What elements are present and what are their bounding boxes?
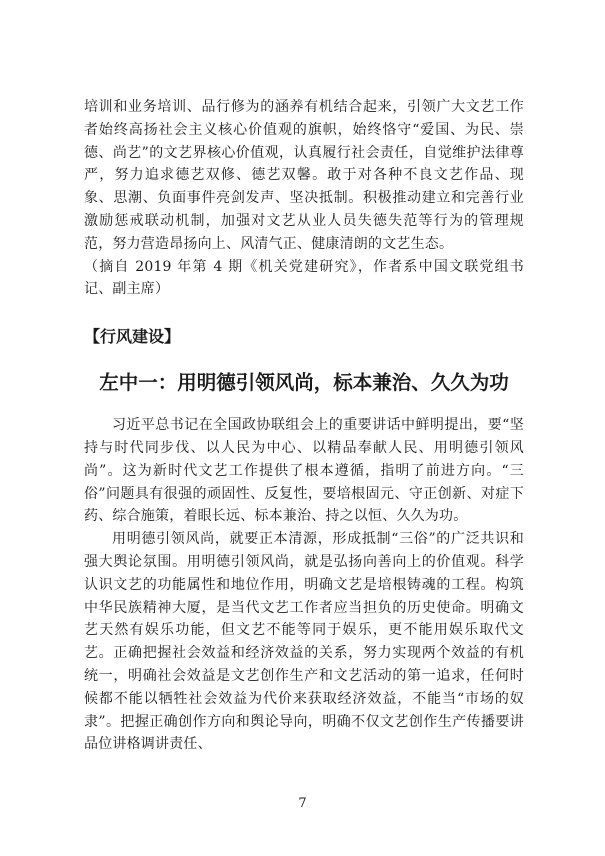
page-number: 7 <box>298 796 307 811</box>
continued-paragraph: 培训和业务培训、品行修为的涵养有机结合起来，引领广大文艺工作者始终高扬社会主义核心价值观的旗帜，始终恪守“爱国、为民、崇德、尚艺”的文艺界核心价值观，认真履行社会责任，自觉维护法律尊严，努力追求德艺双修、德艺双馨。敢于对各种不良文艺作品、现象、思潮、负面事件亮剑发声、坚决抵制。积极推动建立和完善行业激励惩戒联动机制，加强对文艺从业人员失德失范等行为的管理规范，努力营造昂扬向上、风清气正、健康清朗的文艺生态。 <box>84 99 524 252</box>
body-paragraph-2: 用明德引领风尚，就要正本清源，形成抵制“三俗”的广泛共识和强大舆论氛围。用明德引领风尚，就是弘扬向善向上的价值观。科学认识文艺的功能属性和地位作用，明确文艺是培根铸魂的工程。构筑中华民族精神大厦，是当代文艺工作者应当担负的历史使命。明确文艺天然有娱乐功能，但文艺不能等同于娱乐，更不能用娱乐取代文艺。正确把握社会效益和经济效益的关系，努力实现两个效益的有机统一，明确社会效益是文艺创作生产和文艺活动的第一追求，任何时候都不能以牺牲社会效益为代价来获取经济效益，不能当“市场的奴隶”。把握正确创作方向和舆论导向，明确不仅文艺创作生产传播要讲品位讲格调讲责任、 <box>84 531 524 753</box>
document-page <box>84 96 524 756</box>
article-title: 左中一：用明德引领风尚，标本兼治、久久为功 <box>99 371 509 395</box>
section-tag: 【行风建设】 <box>84 327 181 347</box>
body-paragraph-1: 习近平总书记在全国政协联组会上的重要讲话中鲜明提出，要“坚持与时代同步伐、以人民为中心、以精品奉献人民、用明德引领风尚”。这为新时代文艺工作提供了根本遵循，指明了前进方向。“三俗”问题具有很强的顽固性、反复性，要培根固元、守正创新、对症下药、综合施策，着眼长远、标本兼治、持之以恒、久久为功。 <box>84 417 524 525</box>
source-note: （摘自 2019 年第 4 期《机关党建研究》，作者系中国文联党组书记、副主席） <box>84 258 524 298</box>
